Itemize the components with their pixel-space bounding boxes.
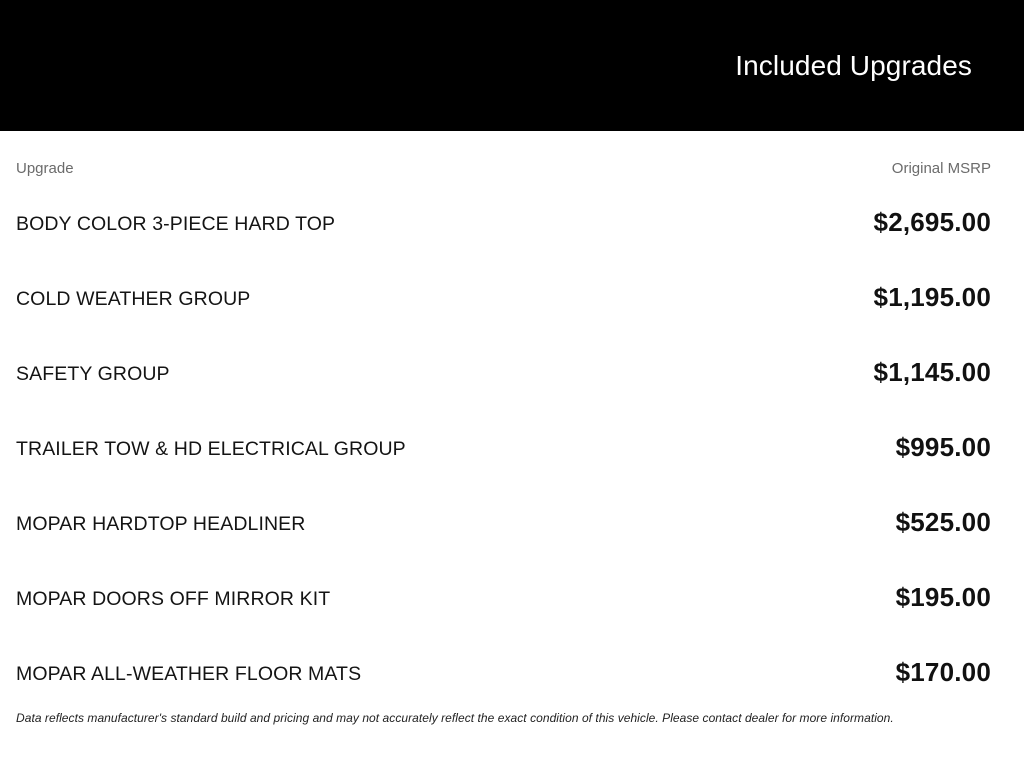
list-item bbox=[16, 654, 991, 690]
list-item bbox=[16, 429, 991, 465]
upgrade-name: SAFETY GROUP bbox=[16, 363, 170, 385]
upgrade-name: MOPAR ALL-WEATHER FLOOR MATS bbox=[16, 663, 362, 685]
upgrade-price: $170.00 bbox=[895, 657, 991, 687]
disclaimer-text: Data reflects manufacturer's standard build and pricing and may not accurately reflect the exact condition of this vehicle. Please contact dealer for more information. bbox=[16, 711, 894, 725]
list-item bbox=[16, 354, 991, 390]
list-item bbox=[16, 204, 991, 240]
page-title: Included Upgrades bbox=[735, 50, 972, 81]
upgrade-price: $1,195.00 bbox=[873, 282, 991, 312]
upgrade-name: BODY COLOR 3-PIECE HARD TOP bbox=[16, 213, 336, 235]
list-item bbox=[16, 504, 991, 540]
upgrade-name: COLD WEATHER GROUP bbox=[16, 288, 251, 310]
list-item bbox=[16, 579, 991, 615]
msrp-column-header: Original MSRP bbox=[891, 160, 991, 177]
upgrade-price: $2,695.00 bbox=[873, 207, 991, 237]
upgrade-price: $995.00 bbox=[895, 432, 991, 462]
upgrade-price: $195.00 bbox=[895, 582, 991, 612]
upgrade-name: TRAILER TOW & HD ELECTRICAL GROUP bbox=[16, 438, 406, 460]
upgrade-column-header: Upgrade bbox=[16, 160, 74, 177]
upgrade-name: MOPAR DOORS OFF MIRROR KIT bbox=[16, 588, 331, 610]
upgrade-price: $1,145.00 bbox=[873, 357, 991, 387]
list-item bbox=[16, 279, 991, 315]
upgrade-name: MOPAR HARDTOP HEADLINER bbox=[16, 513, 306, 535]
upgrade-price: $525.00 bbox=[895, 507, 991, 537]
header-bar bbox=[0, 0, 1024, 131]
column-headers bbox=[16, 160, 991, 180]
